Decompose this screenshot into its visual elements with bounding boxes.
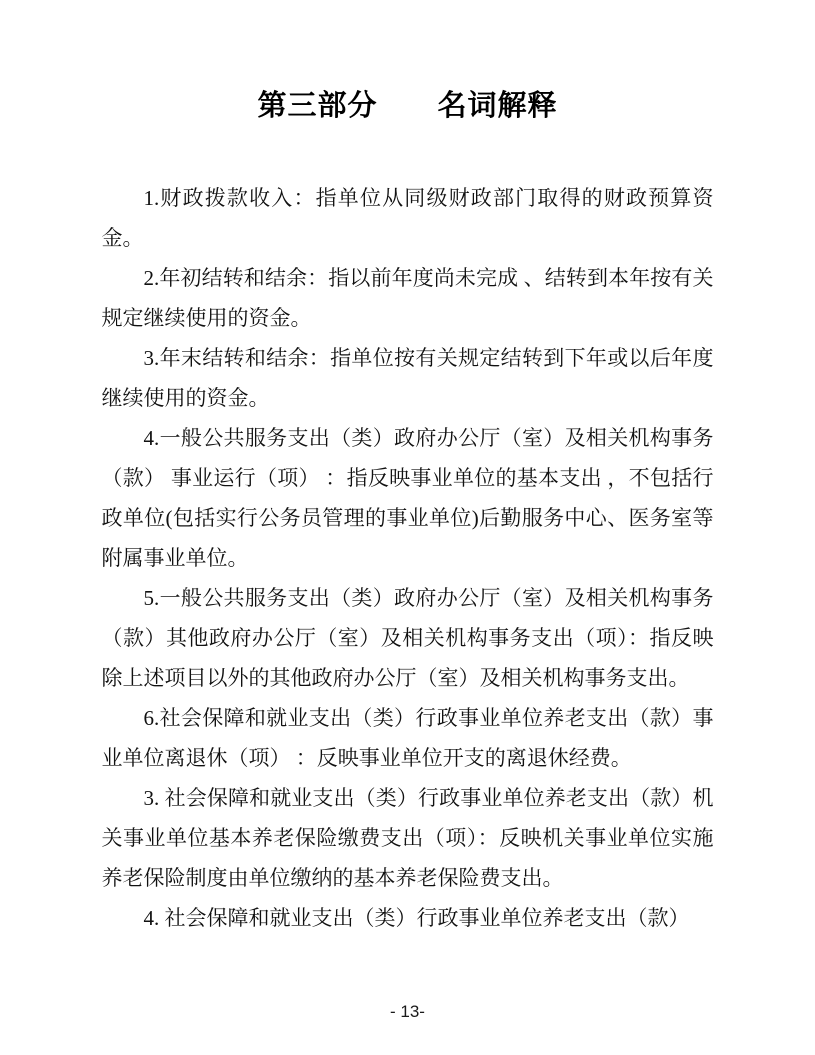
paragraph: 4.一般公共服务支出（类）政府办公厅（室）及相关机构事务 （款） 事业运行（项） ：指反映事业单位的基本支出 ，不包括行政单位(包括实行公务员管理的事业单位)后勤服务中心、医务室等附属事业单位。 (101, 426, 714, 570)
paragraph: 4. 社会保障和就业支出（类）行政事业单位养老支出（款） (143, 906, 690, 930)
paragraph: 3.年末结转和结余：指单位按有关规定结转到下年或以后年度继续使用的资金。 (101, 346, 714, 410)
paragraph: 5.一般公共服务支出（类）政府办公厅（室）及相关机构事务 （款）其他政府办公厅（室）及相关机构事务支出（项）：指反映除上述项目以外的其他政府办公厅（室）及相关机构事务支出。 (101, 586, 714, 690)
paragraph: 3. 社会保障和就业支出（类）行政事业单位养老支出（款）机关事业单位基本养老保险缴费支出（项）：反映机关事业单位实施养老保险制度由单位缴纳的基本养老保险费支出。 (101, 786, 714, 890)
paragraph: 2.年初结转和结余：指以前年度尚未完成 、结转到本年按有关规定继续使用的资金。 (101, 266, 714, 330)
document-body (102, 178, 714, 938)
paragraph: 6.社会保障和就业支出（类）行政事业单位养老支出（款）事业单位离退休（项） ：反映事业单位开支的离退休经费。 (101, 706, 714, 770)
page-title: 第三部分 名词解释 (257, 90, 558, 122)
page-number: - 13- (390, 1002, 425, 1021)
paragraph: 1.财政拨款收入：指单位从同级财政部门取得的财政预算资金。 (101, 186, 714, 250)
